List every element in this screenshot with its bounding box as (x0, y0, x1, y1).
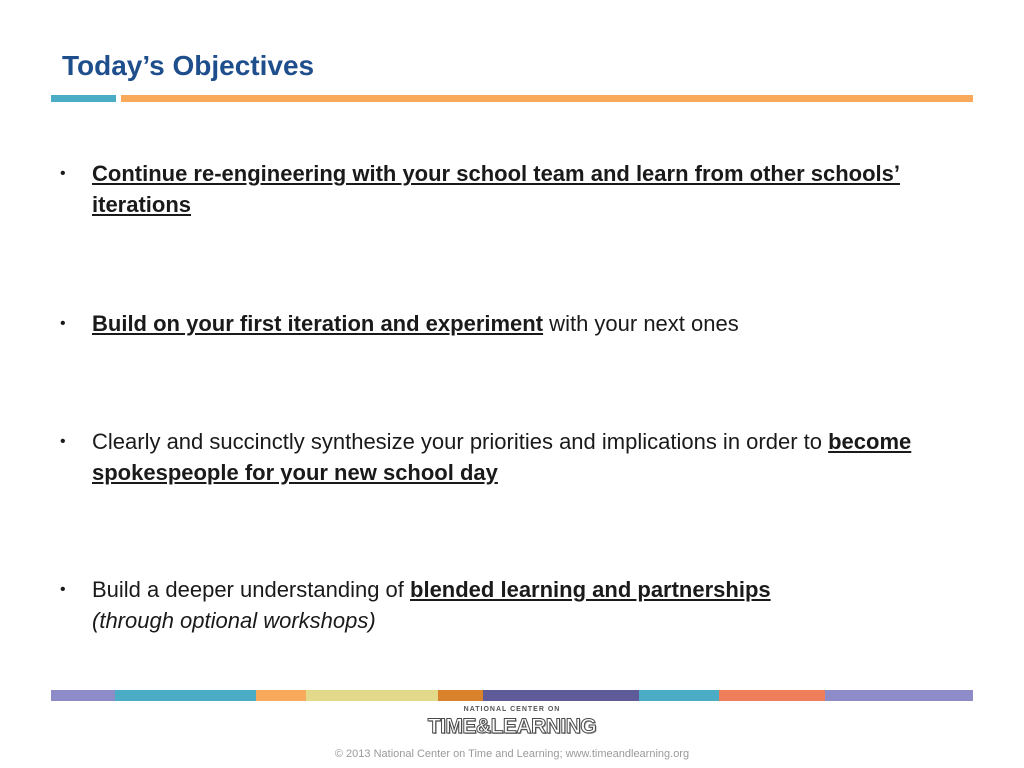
footer-segment (719, 690, 825, 701)
bullet-marker: • (60, 165, 66, 182)
objective-1-emphasis: Continue re-engineering with your school team and learn from other schools’ iterations (92, 161, 900, 217)
footer-segment (115, 690, 256, 701)
copyright-text: © 2013 National Center on Time and Learning; www.timeandlearning.org (334, 748, 690, 760)
footer-segment (438, 690, 483, 701)
objective-4-note: (through optional workshops) (92, 608, 376, 633)
objective-2-emphasis: Build on your first iteration and experiment (92, 311, 544, 336)
objective-item-3 (60, 426, 970, 488)
footer-segment (483, 690, 639, 701)
objective-3-text: Clearly and succinctly synthesize your priorities and implications in order to (92, 429, 829, 454)
title-rule-blue (51, 95, 116, 102)
objective-3-emphasis: become spokespeople for your new school day (92, 429, 912, 485)
footer-segment (825, 690, 973, 701)
footer-segment (639, 690, 719, 701)
logo-wordmark: TIME&LEARNING (427, 715, 597, 738)
bullet-marker: • (60, 315, 66, 332)
footer-color-bar (51, 690, 973, 701)
footer-segment (51, 690, 115, 701)
objective-4-emphasis: blended learning and partnerships (410, 577, 771, 602)
footer-segment (256, 690, 306, 701)
objectives-list (60, 158, 970, 636)
objective-item-2 (60, 308, 970, 339)
objective-item-1 (60, 158, 970, 220)
objective-4-text: Build a deeper understanding of (92, 577, 411, 602)
title-rule-orange (121, 95, 973, 102)
logo-tagline: NATIONAL CENTER ON (463, 706, 561, 713)
footer-segment (306, 690, 438, 701)
slide-title: Today’s Objectives (62, 50, 315, 81)
bullet-marker: • (60, 433, 66, 450)
objective-2-text: with your next ones (543, 311, 739, 336)
objective-item-4 (60, 574, 970, 636)
ncotl-logo (426, 706, 598, 742)
bullet-marker: • (60, 581, 66, 598)
